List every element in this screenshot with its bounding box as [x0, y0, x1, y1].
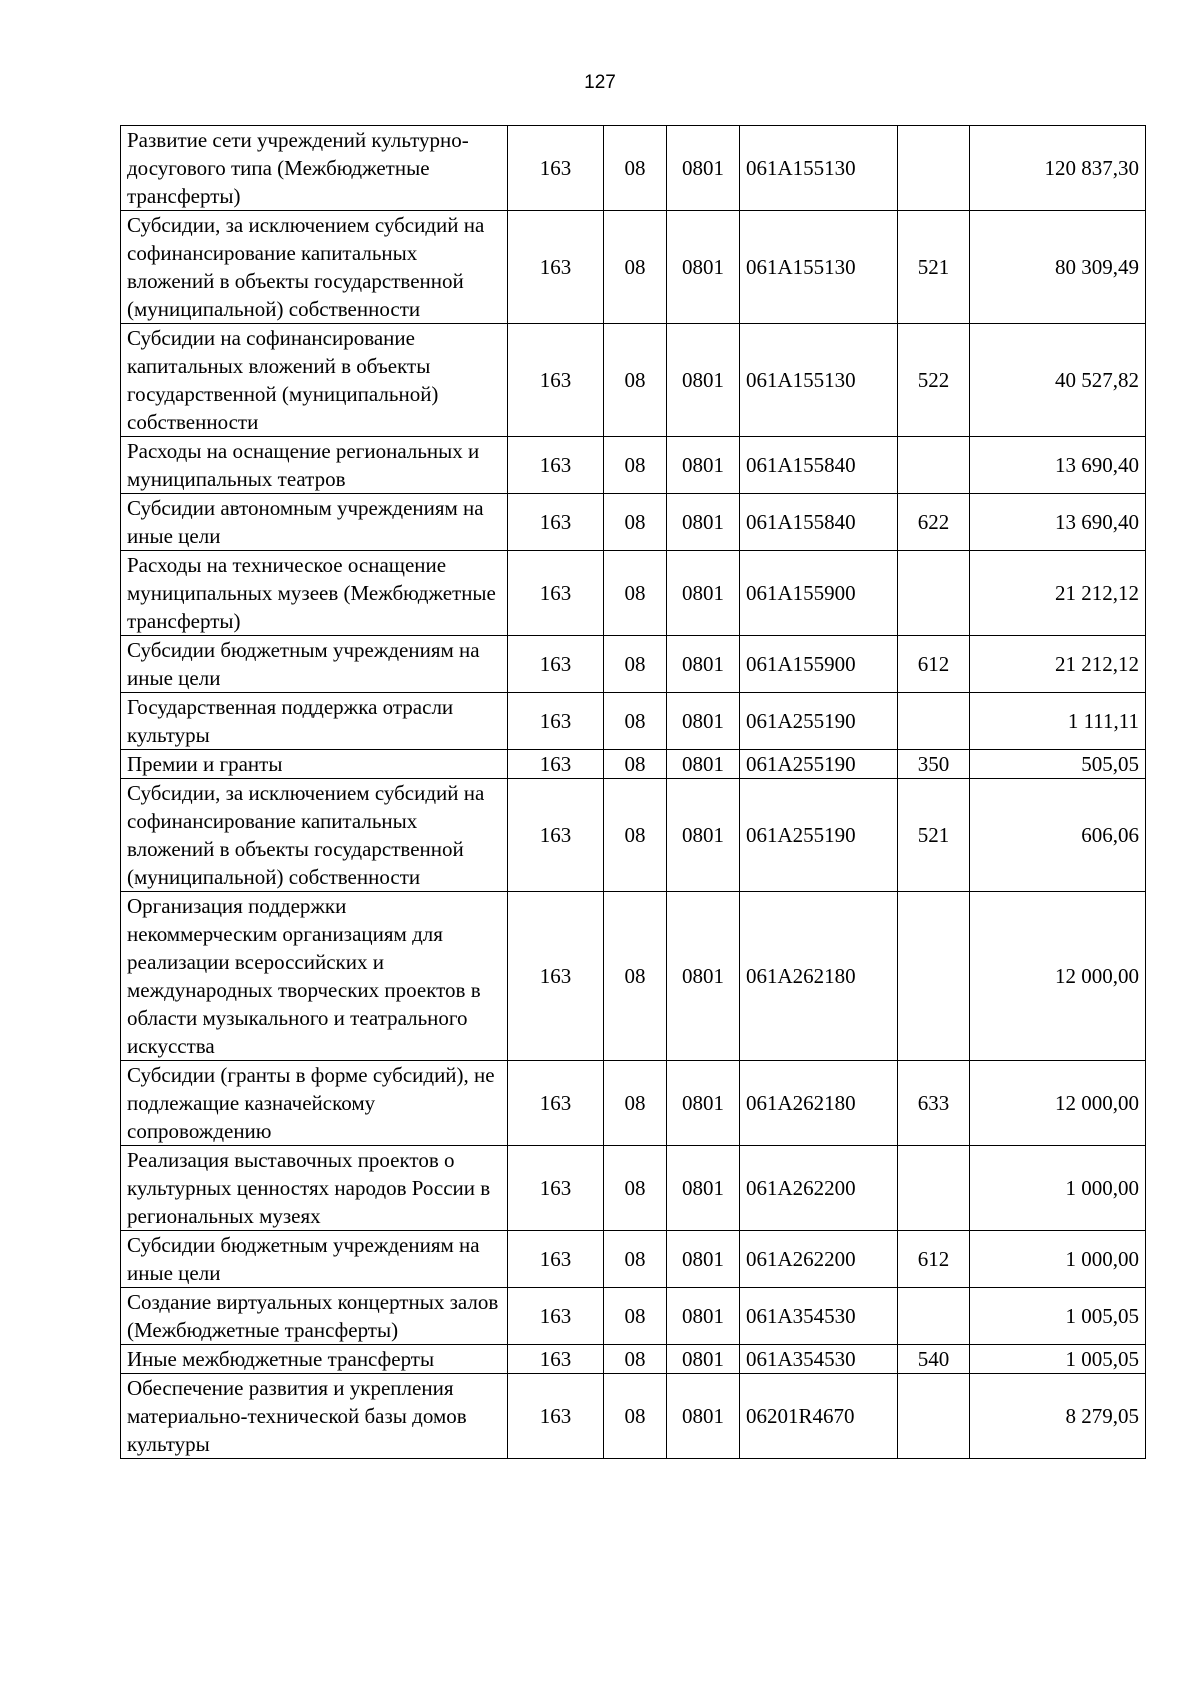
row-csr: 061А155840 — [740, 437, 898, 494]
row-subsection: 0801 — [667, 551, 740, 636]
row-section: 08 — [604, 1146, 667, 1231]
table-row — [121, 779, 1146, 892]
row-section: 08 — [604, 892, 667, 1061]
row-ved: 163 — [508, 1146, 604, 1231]
table-row — [121, 892, 1146, 1061]
row-subsection: 0801 — [667, 636, 740, 693]
row-ved: 163 — [508, 551, 604, 636]
row-subsection: 0801 — [667, 324, 740, 437]
row-section: 08 — [604, 636, 667, 693]
row-ved: 163 — [508, 636, 604, 693]
row-sum: 21 212,12 — [970, 551, 1146, 636]
row-name: Иные межбюджетные трансферты — [121, 1345, 508, 1374]
row-csr: 061А354530 — [740, 1288, 898, 1345]
row-name: Субсидии на софинансирование капитальных вложений в объекты государственной (муниципальной) собственности — [121, 324, 508, 437]
row-csr: 061А255190 — [740, 779, 898, 892]
page-number: 127 — [584, 72, 616, 93]
row-ved: 163 — [508, 693, 604, 750]
budget-table — [120, 125, 1146, 1459]
row-ved: 163 — [508, 779, 604, 892]
row-name: Организация поддержки некоммерческим организациям для реализации всероссийских и международных творческих проектов в области музыкального и театрального искусства — [121, 892, 508, 1061]
row-subsection: 0801 — [667, 693, 740, 750]
row-subsection: 0801 — [667, 211, 740, 324]
table-row — [121, 1231, 1146, 1288]
row-ved: 163 — [508, 1374, 604, 1459]
row-section: 08 — [604, 750, 667, 779]
row-vr: 622 — [898, 494, 970, 551]
row-ved: 163 — [508, 126, 604, 211]
row-ved: 163 — [508, 494, 604, 551]
row-ved: 163 — [508, 211, 604, 324]
row-name: Субсидии автономным учреждениям на иные цели — [121, 494, 508, 551]
row-subsection: 0801 — [667, 1061, 740, 1146]
row-ved: 163 — [508, 1231, 604, 1288]
row-sum: 12 000,00 — [970, 892, 1146, 1061]
table-row — [121, 126, 1146, 211]
row-subsection: 0801 — [667, 1288, 740, 1345]
row-sum: 13 690,40 — [970, 437, 1146, 494]
row-section: 08 — [604, 779, 667, 892]
row-csr: 061А255190 — [740, 750, 898, 779]
table-row — [121, 1061, 1146, 1146]
row-name: Субсидии (гранты в форме субсидий), не подлежащие казначейскому сопровождению — [121, 1061, 508, 1146]
row-sum: 1 005,05 — [970, 1345, 1146, 1374]
row-section: 08 — [604, 551, 667, 636]
row-name: Расходы на техническое оснащение муниципальных музеев (Межбюджетные трансферты) — [121, 551, 508, 636]
table-row — [121, 636, 1146, 693]
row-csr: 061А354530 — [740, 1345, 898, 1374]
row-ved: 163 — [508, 750, 604, 779]
row-subsection: 0801 — [667, 494, 740, 551]
row-vr — [898, 437, 970, 494]
table-row — [121, 693, 1146, 750]
row-ved: 163 — [508, 324, 604, 437]
row-name: Субсидии, за исключением субсидий на софинансирование капитальных вложений в объекты государственной (муниципальной) собственности — [121, 779, 508, 892]
row-name: Субсидии бюджетным учреждениям на иные цели — [121, 636, 508, 693]
row-subsection: 0801 — [667, 1374, 740, 1459]
row-name: Государственная поддержка отрасли культуры — [121, 693, 508, 750]
row-sum: 13 690,40 — [970, 494, 1146, 551]
row-sum: 505,05 — [970, 750, 1146, 779]
row-name: Развитие сети учреждений культурно-досугового типа (Межбюджетные трансферты) — [121, 126, 508, 211]
row-vr: 612 — [898, 1231, 970, 1288]
row-vr — [898, 693, 970, 750]
row-sum: 1 000,00 — [970, 1146, 1146, 1231]
row-sum: 1 000,00 — [970, 1231, 1146, 1288]
row-csr: 061А155130 — [740, 211, 898, 324]
row-vr — [898, 892, 970, 1061]
row-sum: 80 309,49 — [970, 211, 1146, 324]
row-csr: 061А262180 — [740, 1061, 898, 1146]
table-row — [121, 1345, 1146, 1374]
row-subsection: 0801 — [667, 1345, 740, 1374]
row-ved: 163 — [508, 1288, 604, 1345]
table-row — [121, 324, 1146, 437]
row-sum: 1 111,11 — [970, 693, 1146, 750]
row-vr: 521 — [898, 779, 970, 892]
row-subsection: 0801 — [667, 779, 740, 892]
row-vr — [898, 1288, 970, 1345]
row-section: 08 — [604, 1345, 667, 1374]
table-row — [121, 750, 1146, 779]
row-csr: 061А262180 — [740, 892, 898, 1061]
row-ved: 163 — [508, 1061, 604, 1146]
row-section: 08 — [604, 693, 667, 750]
table-row — [121, 437, 1146, 494]
row-name: Премии и гранты — [121, 750, 508, 779]
row-vr: 350 — [898, 750, 970, 779]
row-section: 08 — [604, 1231, 667, 1288]
row-csr: 061А155900 — [740, 636, 898, 693]
row-section: 08 — [604, 126, 667, 211]
row-csr: 061А255190 — [740, 693, 898, 750]
row-name: Обеспечение развития и укрепления материально-технической базы домов культуры — [121, 1374, 508, 1459]
row-vr — [898, 1146, 970, 1231]
row-section: 08 — [604, 1288, 667, 1345]
row-vr — [898, 551, 970, 636]
row-sum: 8 279,05 — [970, 1374, 1146, 1459]
table-row — [121, 1374, 1146, 1459]
row-vr: 522 — [898, 324, 970, 437]
table-row — [121, 211, 1146, 324]
row-ved: 163 — [508, 1345, 604, 1374]
row-sum: 1 005,05 — [970, 1288, 1146, 1345]
row-ved: 163 — [508, 892, 604, 1061]
row-vr: 521 — [898, 211, 970, 324]
row-section: 08 — [604, 1374, 667, 1459]
row-sum: 21 212,12 — [970, 636, 1146, 693]
row-vr — [898, 126, 970, 211]
row-section: 08 — [604, 1061, 667, 1146]
row-csr: 061А155900 — [740, 551, 898, 636]
table-row — [121, 1288, 1146, 1345]
row-subsection: 0801 — [667, 892, 740, 1061]
row-subsection: 0801 — [667, 126, 740, 211]
row-subsection: 0801 — [667, 437, 740, 494]
row-csr: 06201R4670 — [740, 1374, 898, 1459]
row-sum: 606,06 — [970, 779, 1146, 892]
row-vr: 633 — [898, 1061, 970, 1146]
row-vr — [898, 1374, 970, 1459]
row-ved: 163 — [508, 437, 604, 494]
row-csr: 061А155130 — [740, 126, 898, 211]
row-name: Расходы на оснащение региональных и муниципальных театров — [121, 437, 508, 494]
row-csr: 061А262200 — [740, 1146, 898, 1231]
row-name: Создание виртуальных концертных залов (Межбюджетные трансферты) — [121, 1288, 508, 1345]
table-row — [121, 551, 1146, 636]
table-row — [121, 1146, 1146, 1231]
row-sum: 12 000,00 — [970, 1061, 1146, 1146]
row-section: 08 — [604, 494, 667, 551]
row-section: 08 — [604, 211, 667, 324]
row-subsection: 0801 — [667, 750, 740, 779]
row-csr: 061А155840 — [740, 494, 898, 551]
row-subsection: 0801 — [667, 1231, 740, 1288]
row-section: 08 — [604, 437, 667, 494]
row-subsection: 0801 — [667, 1146, 740, 1231]
row-sum: 40 527,82 — [970, 324, 1146, 437]
row-vr: 612 — [898, 636, 970, 693]
row-section: 08 — [604, 324, 667, 437]
row-sum: 120 837,30 — [970, 126, 1146, 211]
row-csr: 061А155130 — [740, 324, 898, 437]
row-name: Реализация выставочных проектов о культурных ценностях народов России в региональных музеях — [121, 1146, 508, 1231]
table-row — [121, 494, 1146, 551]
row-vr: 540 — [898, 1345, 970, 1374]
row-csr: 061А262200 — [740, 1231, 898, 1288]
row-name: Субсидии бюджетным учреждениям на иные цели — [121, 1231, 508, 1288]
row-name: Субсидии, за исключением субсидий на софинансирование капитальных вложений в объекты государственной (муниципальной) собственности — [121, 211, 508, 324]
